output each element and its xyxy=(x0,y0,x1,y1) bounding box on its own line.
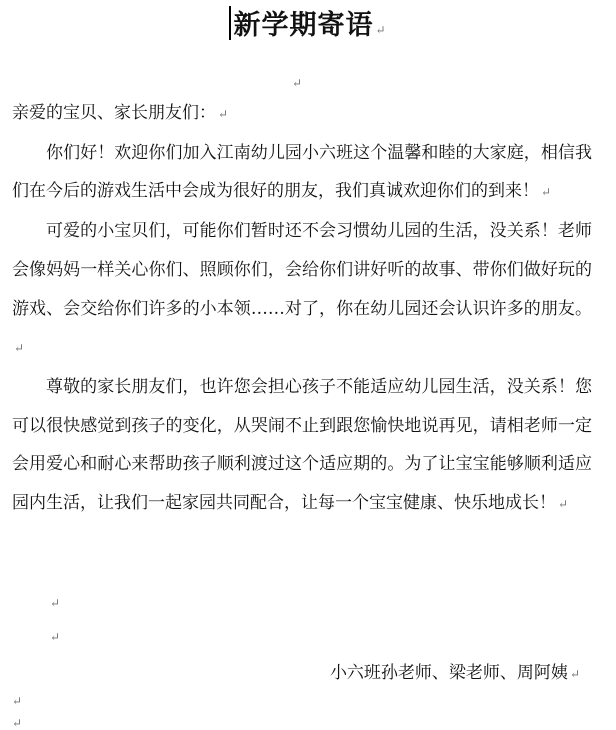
signature-text: 小六班孙老师、梁老师、周阿姨 xyxy=(329,663,568,683)
paragraph-text: 你们好！欢迎你们加入江南幼儿园小六班这个温馨和睦的大家庭，相信我们在今后的游戏生活中会成为很好的朋友，我们真诚欢迎你们的到来！ xyxy=(12,142,592,202)
paragraph-mark-icon: ↵ xyxy=(558,497,569,512)
greeting-text: 亲爱的宝贝、家长朋友们： xyxy=(12,103,216,123)
paragraph-mark-icon: ↵ xyxy=(292,76,303,90)
document-title-line xyxy=(0,6,616,50)
paragraph-mark-icon: ↵ xyxy=(541,185,552,200)
paragraph-mark-icon: ↵ xyxy=(375,23,387,37)
paragraph-1 xyxy=(12,134,592,212)
paragraph-mark-icon: ↵ xyxy=(14,341,25,356)
paragraph-3 xyxy=(12,368,592,524)
document-title: 新学期寄语 xyxy=(233,10,374,41)
paragraph-text: 尊敬的家长朋友们，也许您会担心孩子不能适应幼儿园生活，没关系！您可以很快感觉到孩子的变化，从哭闹不止到跟您愉快地说再见，请相老师一定会用爱心和耐心来帮助孩子顺利渡过这个适应期的。为了让宝宝能够顺利适应园内生活，让我们一起家园共同配合，让每一个宝宝健康、快乐地成长！ xyxy=(12,376,592,514)
paragraph-mark-icon: ↵ xyxy=(569,667,580,681)
letter-body xyxy=(12,94,592,524)
paragraph-mark-icon: ↵ xyxy=(50,630,61,644)
paragraph-mark-icon: ↵ xyxy=(218,107,229,121)
paragraph-mark-icon: ↵ xyxy=(50,596,61,610)
signature-line xyxy=(330,660,580,687)
text-cursor xyxy=(229,6,231,40)
paragraph-text: 可爱的小宝贝们，可能你们暂时还不会习惯幼儿园的生活，没关系！老师会像妈妈一样关心你们、照顾你们，会给你们讲好听的故事、带你们做好玩的游戏、会交给你们许多的小本领……对了，你在幼儿园还会认识许多的朋友。 xyxy=(12,221,592,319)
paragraph-mark-icon: ↵ xyxy=(12,716,23,730)
paragraph-2 xyxy=(12,212,592,368)
paragraph-mark-icon: ↵ xyxy=(12,694,23,708)
greeting-line xyxy=(12,94,592,134)
